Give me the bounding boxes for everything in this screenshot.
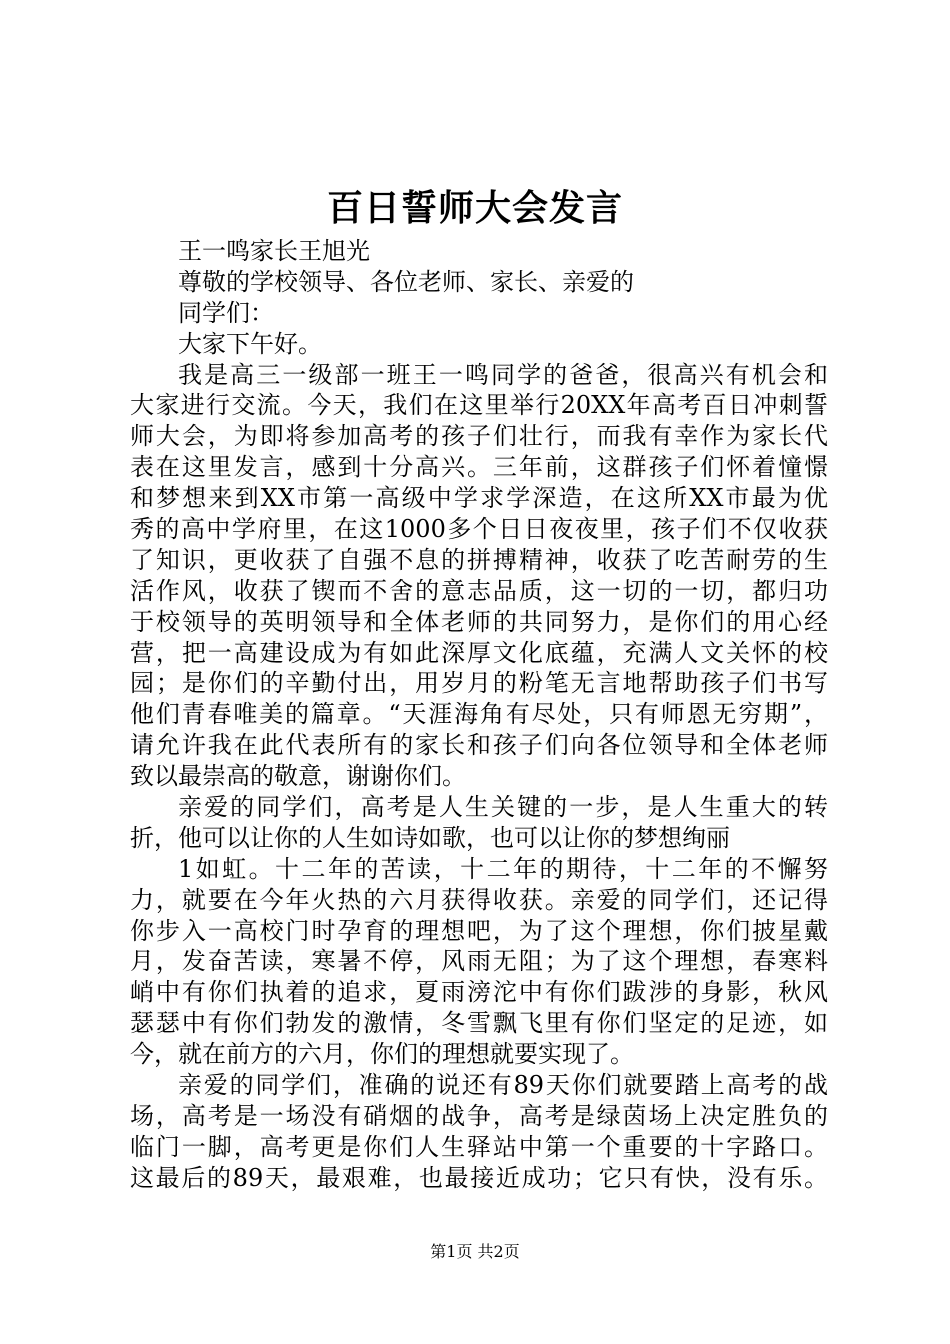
text-line: 王一鸣家长王旭光 [178,237,370,265]
text-line: 我是高三一级部一班王一鸣同学的爸爸，很高兴有机会和 [178,360,828,389]
text-line: 力，就要在今年火热的六月获得收获。亲爱的同学们，还记得 [130,885,828,914]
text-line: 亲爱的同学们，高考是人生关键的一步，是人生重大的转 [178,793,828,822]
text-line: 场，高考是一场没有硝烟的战争，高考是绿茵场上决定胜负的 [130,1101,828,1130]
text-line: 于校领导的英明领导和全体老师的共同努力，是你们的用心经 [130,607,828,636]
text-line: 园；是你们的辛勤付出，用岁月的粉笔无言地帮助孩子们书写 [130,669,828,698]
text-line: 大家进行交流。今天，我们在这里举行20XX年高考百日冲刺誓 [130,391,828,420]
text-line: 尊敬的学校领导、各位老师、家长、亲爱的 [178,267,634,296]
text-line: 秀的高中学府里，在这1000多个日日夜夜里，孩子们不仅收获 [130,515,828,544]
text-line: 月，发奋苦读，寒暑不停，风雨无阻；为了这个理想，春寒料 [130,947,828,976]
text-line: 折，他可以让你的人生如诗如歌，也可以让你的梦想绚丽 [130,823,730,852]
text-line: 他们青春唯美的篇章。“天涯海角有尽处，只有师恩无穷期”， [130,700,828,729]
text-line: 瑟瑟中有你们勃发的激情，冬雪飘飞里有你们坚定的足迹，如 [130,1009,828,1038]
text-line: 亲爱的同学们，准确的说还有89天你们就要踏上高考的战 [178,1071,828,1100]
text-line: 营，把一高建设成为有如此深厚文化底蕴，充满人文关怀的校 [130,638,828,667]
text-line: 临门一脚，高考更是你们人生驿站中第一个重要的十字路口。 [130,1132,828,1161]
page-footer: 第1页 共2页 [430,1242,520,1261]
document-title: 百日誓师大会发言 [326,187,623,229]
text-line: 同学们： [178,298,274,327]
text-line: 和梦想来到XX市第一高级中学求学深造，在这所XX市最为优 [130,484,828,513]
text-line: 峭中有你们执着的追求，夏雨滂沱中有你们跋涉的身影，秋风 [130,978,828,1007]
text-line: 师大会，为即将参加高考的孩子们壮行，而我有幸作为家长代 [130,422,828,451]
text-line: 了知识，更收获了自强不息的拼搏精神，收获了吃苦耐劳的生 [130,545,828,574]
document-body [130,236,828,1194]
text-line: 请允许我在此代表所有的家长和孩子们向各位领导和全体老师 [130,731,828,760]
text-line: 致以最崇高的敬意，谢谢你们。 [130,762,466,791]
text-line: 表在这里发言，感到十分高兴。三年前，这群孩子们怀着憧憬 [130,453,828,482]
text-line: 你步入一高校门时孕育的理想吧，为了这个理想，你们披星戴 [130,916,828,945]
text-line: 1如虹。十二年的苦读，十二年的期待，十二年的不懈努 [178,854,828,883]
text-line: 今，就在前方的六月，你们的理想就要实现了。 [130,1040,634,1069]
text-line: 大家下午好。 [178,329,322,358]
text-line: 活作风，收获了锲而不舍的意志品质，这一切的一切，都归功 [130,576,828,605]
text-line: 这最后的89天，最艰难，也最接近成功；它只有快，没有乐。 [130,1163,828,1192]
